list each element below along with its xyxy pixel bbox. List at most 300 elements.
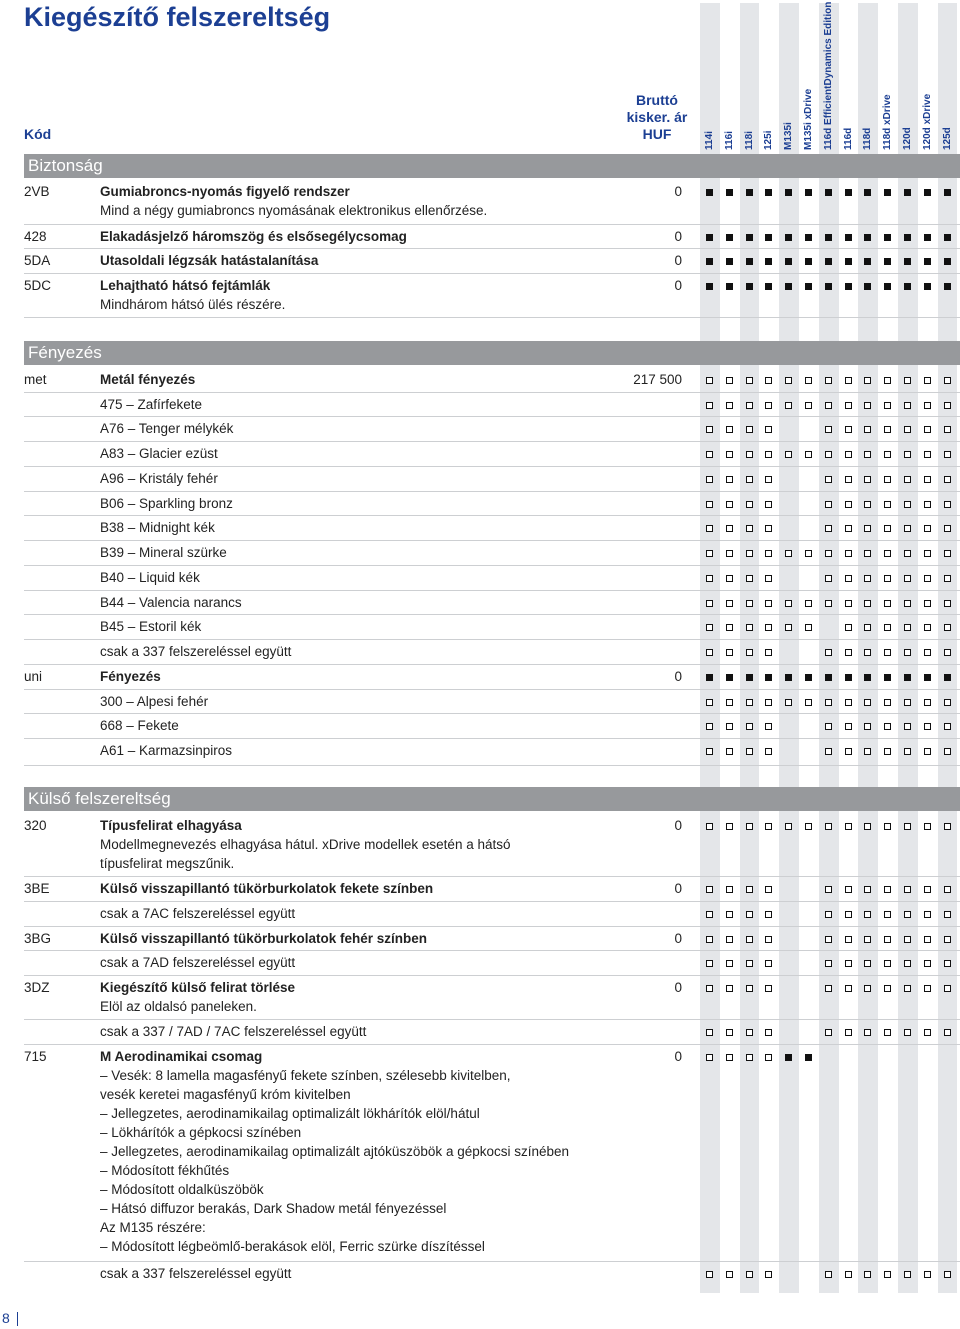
optional-mark — [726, 1029, 733, 1036]
optional-mark — [726, 1054, 733, 1061]
model-column — [918, 3, 938, 1293]
optional-mark — [706, 723, 713, 730]
optional-mark — [924, 1029, 931, 1036]
optional-mark — [944, 1271, 951, 1278]
optional-mark — [845, 1271, 852, 1278]
option-code: 5DC — [24, 278, 52, 293]
optional-mark — [845, 426, 852, 433]
optional-mark — [825, 501, 832, 508]
standard-mark — [884, 234, 891, 241]
row-divider — [24, 416, 960, 417]
optional-mark — [706, 936, 713, 943]
standard-mark — [845, 234, 852, 241]
optional-mark — [944, 699, 951, 706]
optional-mark — [726, 1271, 733, 1278]
option-description: – Lökhárítók a gépkocsi színében — [100, 1125, 302, 1140]
model-column — [799, 3, 819, 1293]
option-price: 0 — [674, 229, 682, 244]
optional-mark — [825, 550, 832, 557]
standard-mark — [825, 258, 832, 265]
model-column — [858, 3, 878, 1293]
optional-mark — [765, 960, 772, 967]
standard-mark — [944, 674, 951, 681]
optional-mark — [726, 575, 733, 582]
model-column — [779, 3, 799, 1293]
optional-mark — [706, 748, 713, 755]
option-name: Lehajtható hátsó fejtámlák — [100, 278, 271, 293]
option-code: 2VB — [24, 184, 50, 199]
optional-mark — [726, 377, 733, 384]
option-name: Elakadásjelző háromszög és elsősegélycsomag — [100, 229, 407, 244]
optional-mark — [765, 936, 772, 943]
optional-mark — [726, 649, 733, 656]
model-label: 125d — [941, 127, 953, 150]
standard-mark — [765, 258, 772, 265]
optional-mark — [746, 1029, 753, 1036]
optional-mark — [746, 550, 753, 557]
optional-mark — [825, 476, 832, 483]
optional-mark — [726, 624, 733, 631]
optional-mark — [884, 823, 891, 830]
optional-mark — [765, 402, 772, 409]
optional-mark — [785, 377, 792, 384]
standard-mark — [944, 189, 951, 196]
standard-mark — [805, 674, 812, 681]
standard-mark — [726, 674, 733, 681]
optional-mark — [944, 550, 951, 557]
optional-mark — [864, 501, 871, 508]
optional-mark — [765, 1271, 772, 1278]
optional-mark — [825, 600, 832, 607]
option-name: csak a 7AC felszereléssel együtt — [100, 906, 296, 921]
standard-mark — [884, 283, 891, 290]
optional-mark — [805, 600, 812, 607]
option-name: 668 – Fekete — [100, 718, 179, 733]
standard-mark — [805, 258, 812, 265]
model-column — [878, 3, 898, 1293]
optional-mark — [884, 723, 891, 730]
optional-mark — [924, 649, 931, 656]
optional-mark — [884, 886, 891, 893]
optional-mark — [746, 936, 753, 943]
row-divider — [24, 392, 960, 393]
optional-mark — [726, 748, 733, 755]
standard-mark — [864, 674, 871, 681]
optional-mark — [706, 1271, 713, 1278]
option-description: Modellmegnevezés elhagyása hátul. xDrive modellek esetén a hátsó — [100, 837, 511, 852]
optional-mark — [904, 699, 911, 706]
row-divider — [24, 515, 960, 516]
optional-mark — [726, 501, 733, 508]
standard-mark — [904, 234, 911, 241]
option-name: 300 – Alpesi fehér — [100, 694, 209, 709]
optional-mark — [904, 886, 911, 893]
optional-mark — [944, 377, 951, 384]
standard-mark — [765, 674, 772, 681]
row-divider — [24, 614, 960, 615]
optional-mark — [765, 575, 772, 582]
row-divider — [24, 1044, 960, 1045]
section-title: Külső felszereltség — [28, 789, 171, 808]
optional-mark — [884, 1029, 891, 1036]
optional-mark — [746, 723, 753, 730]
standard-mark — [904, 283, 911, 290]
option-name: Gumiabroncs-nyomás figyelő rendszer — [100, 184, 350, 199]
option-name: M Aerodinamikai csomag — [100, 1049, 263, 1064]
optional-mark — [845, 525, 852, 532]
row-divider — [24, 689, 960, 690]
standard-mark — [864, 283, 871, 290]
optional-mark — [746, 823, 753, 830]
section-divider — [24, 317, 960, 318]
optional-mark — [746, 525, 753, 532]
optional-mark — [864, 451, 871, 458]
option-name: B40 – Liquid kék — [100, 570, 200, 585]
standard-mark — [944, 234, 951, 241]
optional-mark — [746, 911, 753, 918]
optional-mark — [765, 1054, 772, 1061]
optional-mark — [746, 402, 753, 409]
optional-mark — [944, 960, 951, 967]
optional-mark — [924, 550, 931, 557]
model-label: 116i — [723, 131, 735, 150]
standard-mark — [944, 283, 951, 290]
optional-mark — [944, 426, 951, 433]
optional-mark — [845, 451, 852, 458]
option-description: – Jellegzetes, aerodinamikailag optimalizált lökhárítók elöl/hátul — [100, 1106, 480, 1121]
optional-mark — [825, 723, 832, 730]
option-price: 0 — [674, 278, 682, 293]
optional-mark — [944, 476, 951, 483]
optional-mark — [746, 886, 753, 893]
optional-mark — [864, 985, 871, 992]
option-name: csak a 7AD felszereléssel együtt — [100, 955, 296, 970]
option-price: 217 500 — [633, 372, 682, 387]
model-column — [839, 3, 859, 1293]
optional-mark — [924, 600, 931, 607]
row-divider — [24, 1019, 960, 1020]
optional-mark — [924, 723, 931, 730]
optional-mark — [904, 476, 911, 483]
row-divider — [24, 738, 960, 739]
optional-mark — [904, 723, 911, 730]
optional-mark — [706, 476, 713, 483]
optional-mark — [904, 525, 911, 532]
optional-mark — [746, 575, 753, 582]
standard-mark — [706, 258, 713, 265]
optional-mark — [924, 402, 931, 409]
optional-mark — [944, 748, 951, 755]
optional-mark — [884, 985, 891, 992]
optional-mark — [864, 823, 871, 830]
option-description: Mind a négy gumiabroncs nyomásának elektronikus ellenőrzése. — [100, 203, 488, 218]
standard-mark — [805, 283, 812, 290]
optional-mark — [904, 960, 911, 967]
optional-mark — [924, 911, 931, 918]
optional-mark — [944, 886, 951, 893]
optional-mark — [924, 1271, 931, 1278]
optional-mark — [864, 426, 871, 433]
standard-mark — [746, 189, 753, 196]
row-divider — [24, 950, 960, 951]
optional-mark — [904, 402, 911, 409]
page-number-divider — [17, 1312, 18, 1326]
optional-mark — [785, 550, 792, 557]
optional-mark — [845, 550, 852, 557]
optional-mark — [726, 911, 733, 918]
option-description: – Módosított légbeömlő-berakások elöl, Ferric szürke díszítéssel — [100, 1239, 485, 1254]
optional-mark — [944, 624, 951, 631]
option-code: 3DZ — [24, 980, 50, 995]
optional-mark — [904, 451, 911, 458]
optional-mark — [746, 960, 753, 967]
model-label: 118d xDrive — [882, 94, 894, 150]
optional-mark — [924, 985, 931, 992]
option-price: 0 — [674, 253, 682, 268]
optional-mark — [864, 748, 871, 755]
optional-mark — [706, 426, 713, 433]
standard-mark — [706, 283, 713, 290]
optional-mark — [726, 476, 733, 483]
optional-mark — [924, 624, 931, 631]
optional-mark — [785, 624, 792, 631]
optional-mark — [825, 525, 832, 532]
option-description: vesék keretei magasfényű króm kivitelben — [100, 1087, 351, 1102]
optional-mark — [765, 501, 772, 508]
standard-mark — [845, 674, 852, 681]
optional-mark — [706, 377, 713, 384]
row-divider — [24, 876, 960, 877]
optional-mark — [825, 402, 832, 409]
optional-mark — [924, 886, 931, 893]
option-price: 0 — [674, 881, 682, 896]
optional-mark — [746, 426, 753, 433]
option-price: 0 — [674, 1049, 682, 1064]
model-column — [740, 3, 760, 1293]
optional-mark — [864, 402, 871, 409]
optional-mark — [765, 649, 772, 656]
model-label: M135i — [783, 122, 795, 150]
optional-mark — [825, 748, 832, 755]
optional-mark — [845, 911, 852, 918]
model-label: 116d EfficientDynamics Edition — [822, 1, 834, 150]
optional-mark — [746, 501, 753, 508]
price-column-header — [598, 92, 716, 143]
optional-mark — [864, 550, 871, 557]
code-column-header: Kód — [24, 126, 52, 142]
optional-mark — [884, 699, 891, 706]
option-price: 0 — [674, 184, 682, 199]
optional-mark — [785, 600, 792, 607]
optional-mark — [706, 525, 713, 532]
optional-mark — [884, 476, 891, 483]
option-name: B44 – Valencia narancs — [100, 595, 242, 610]
optional-mark — [825, 1271, 832, 1278]
standard-mark — [726, 283, 733, 290]
option-name: A61 – Karmazsinpiros — [100, 743, 233, 758]
standard-mark — [825, 283, 832, 290]
optional-mark — [746, 377, 753, 384]
standard-mark — [864, 234, 871, 241]
section-title: Fényezés — [28, 343, 102, 362]
optional-mark — [706, 451, 713, 458]
row-divider — [24, 224, 960, 225]
option-description: – Jellegzetes, aerodinamikailag optimalizált ajtóküszöbök a gépkocsi színében — [100, 1144, 570, 1159]
option-name: A96 – Kristály fehér — [100, 471, 218, 486]
option-price: 0 — [674, 980, 682, 995]
row-divider — [24, 975, 960, 976]
optional-mark — [706, 886, 713, 893]
option-name: Típusfelirat elhagyása — [100, 818, 242, 833]
optional-mark — [944, 911, 951, 918]
optional-mark — [904, 985, 911, 992]
optional-mark — [884, 960, 891, 967]
standard-mark — [884, 189, 891, 196]
optional-mark — [746, 624, 753, 631]
standard-mark — [924, 674, 931, 681]
optional-mark — [845, 402, 852, 409]
optional-mark — [904, 748, 911, 755]
standard-mark — [864, 258, 871, 265]
optional-mark — [924, 823, 931, 830]
optional-mark — [726, 886, 733, 893]
optional-mark — [845, 501, 852, 508]
optional-mark — [785, 451, 792, 458]
optional-mark — [825, 985, 832, 992]
optional-mark — [726, 985, 733, 992]
optional-mark — [845, 476, 852, 483]
optional-mark — [726, 451, 733, 458]
row-divider — [24, 1261, 960, 1262]
optional-mark — [864, 936, 871, 943]
optional-mark — [924, 575, 931, 582]
optional-mark — [765, 600, 772, 607]
standard-mark — [884, 674, 891, 681]
option-description: típusfelirat megszűnik. — [100, 856, 235, 871]
model-label: 120d — [902, 127, 913, 150]
optional-mark — [924, 748, 931, 755]
optional-mark — [726, 699, 733, 706]
standard-mark — [726, 258, 733, 265]
option-name: Kiegészítő külső felirat törlése — [100, 980, 296, 995]
row-divider — [24, 664, 960, 665]
optional-mark — [825, 823, 832, 830]
optional-mark — [706, 960, 713, 967]
optional-mark — [924, 501, 931, 508]
optional-mark — [924, 476, 931, 483]
optional-mark — [884, 525, 891, 532]
option-price: 0 — [674, 818, 682, 833]
model-label: 114i — [704, 131, 715, 150]
standard-mark — [805, 1054, 812, 1061]
option-price: 0 — [674, 931, 682, 946]
option-code: met — [24, 372, 47, 387]
optional-mark — [884, 575, 891, 582]
optional-mark — [944, 1029, 951, 1036]
standard-mark — [785, 234, 792, 241]
optional-mark — [864, 886, 871, 893]
optional-mark — [845, 649, 852, 656]
standard-mark — [924, 283, 931, 290]
standard-mark — [785, 674, 792, 681]
model-label: 116d — [842, 127, 854, 150]
model-label: 118i — [743, 131, 755, 150]
option-description: – Módosított oldalküszöbök — [100, 1182, 264, 1197]
optional-mark — [944, 501, 951, 508]
option-name: Metál fényezés — [100, 372, 196, 387]
option-code: 715 — [24, 1049, 47, 1064]
optional-mark — [805, 823, 812, 830]
optional-mark — [746, 649, 753, 656]
option-price: 0 — [674, 669, 682, 684]
row-divider — [24, 926, 960, 927]
optional-mark — [765, 748, 772, 755]
optional-mark — [864, 699, 871, 706]
row-divider — [24, 540, 960, 541]
option-code: 428 — [24, 229, 47, 244]
standard-mark — [746, 674, 753, 681]
standard-mark — [785, 283, 792, 290]
optional-mark — [765, 377, 772, 384]
optional-mark — [845, 600, 852, 607]
optional-mark — [904, 501, 911, 508]
standard-mark — [805, 189, 812, 196]
optional-mark — [825, 1029, 832, 1036]
model-label: M135i xDrive — [803, 88, 814, 150]
optional-mark — [864, 1029, 871, 1036]
optional-mark — [904, 600, 911, 607]
optional-mark — [706, 501, 713, 508]
optional-mark — [904, 426, 911, 433]
optional-mark — [864, 476, 871, 483]
optional-mark — [706, 575, 713, 582]
optional-mark — [944, 823, 951, 830]
optional-mark — [706, 550, 713, 557]
option-name: A83 – Glacier ezüst — [100, 446, 218, 461]
optional-mark — [884, 649, 891, 656]
standard-mark — [805, 234, 812, 241]
standard-mark — [884, 258, 891, 265]
optional-mark — [924, 377, 931, 384]
standard-mark — [924, 189, 931, 196]
optional-mark — [884, 936, 891, 943]
standard-mark — [825, 234, 832, 241]
optional-mark — [944, 600, 951, 607]
optional-mark — [785, 699, 792, 706]
standard-mark — [845, 189, 852, 196]
optional-mark — [726, 426, 733, 433]
model-label: 125i — [763, 130, 775, 150]
optional-mark — [825, 886, 832, 893]
model-column — [759, 3, 779, 1293]
optional-mark — [706, 985, 713, 992]
optional-mark — [884, 600, 891, 607]
section-header — [24, 154, 960, 178]
model-column — [700, 3, 720, 1293]
section-header — [24, 341, 960, 365]
option-name: B38 – Midnight kék — [100, 520, 215, 535]
optional-mark — [765, 723, 772, 730]
optional-mark — [845, 575, 852, 582]
model-column — [720, 3, 740, 1293]
model-column — [938, 3, 958, 1293]
optional-mark — [726, 723, 733, 730]
option-description: Mindhárom hátsó ülés részére. — [100, 297, 286, 312]
optional-mark — [765, 699, 772, 706]
optional-mark — [904, 1029, 911, 1036]
price-header-line: HUF — [642, 126, 672, 142]
optional-mark — [845, 723, 852, 730]
